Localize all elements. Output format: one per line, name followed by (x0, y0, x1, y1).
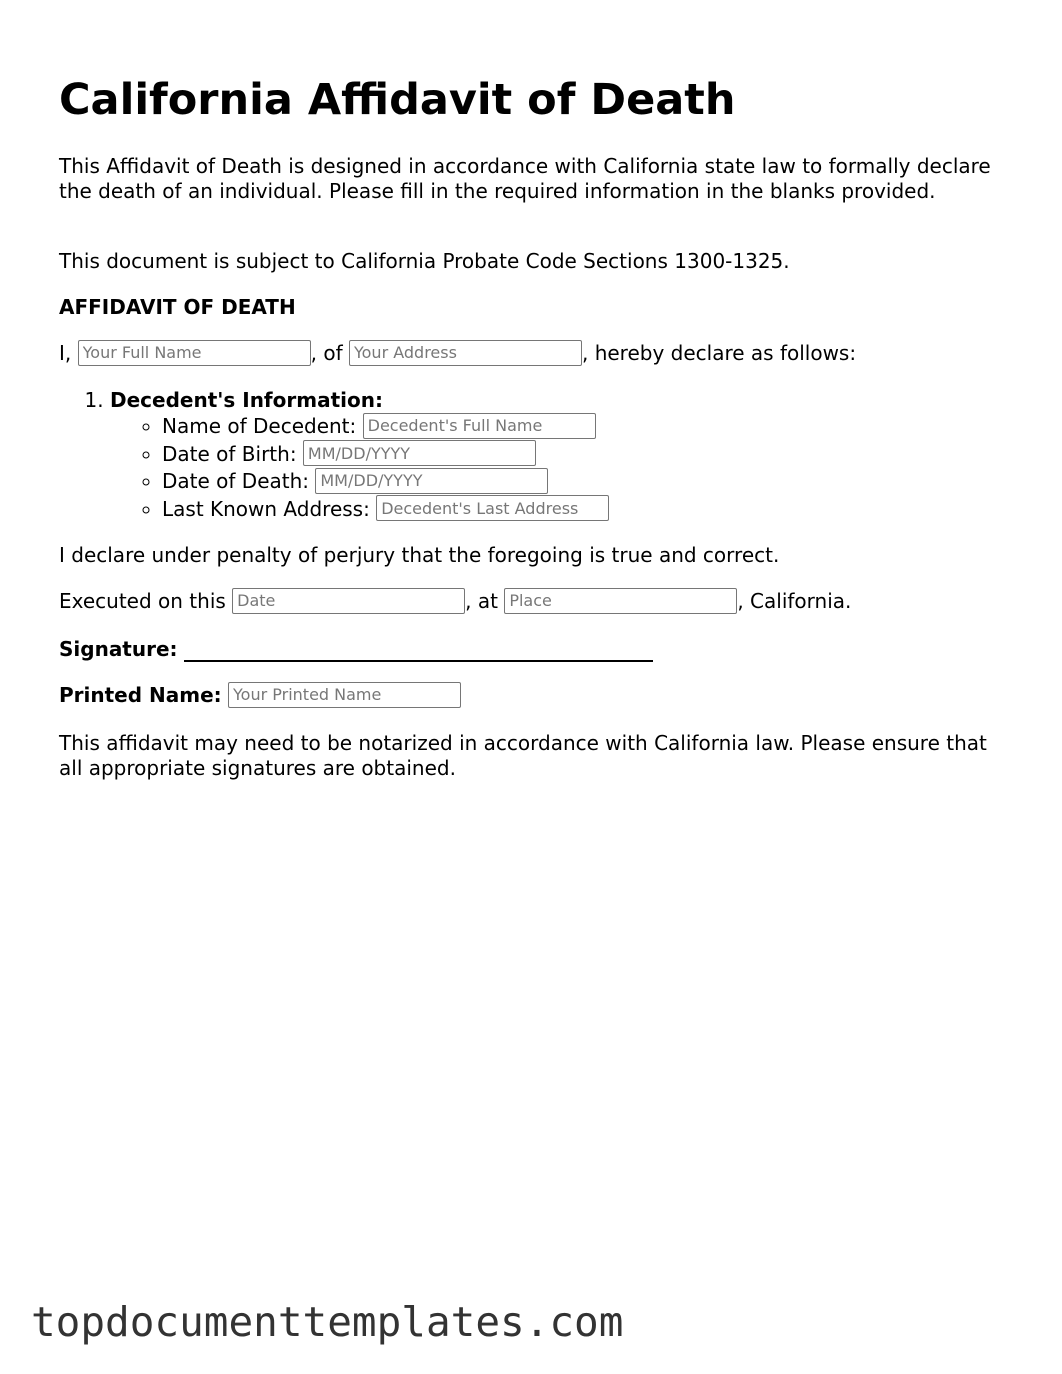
birth-date-input[interactable] (303, 440, 536, 466)
intro-paragraph: This Affidavit of Death is designed in accordance with California state law to formally declare the death of an individual. Please fill in the required information in the blanks provided. (59, 154, 991, 203)
perjury-declaration: I declare under penalty of perjury that the foregoing is true and correct. (59, 543, 780, 567)
affidavit-heading: AFFIDAVIT OF DEATH (59, 295, 296, 319)
full-name-input[interactable] (78, 340, 311, 366)
printed-name-label: Printed Name: (59, 683, 222, 707)
birth-date-label: Date of Birth: (162, 441, 297, 466)
declarant-prefix: I, (59, 341, 72, 365)
list-item (162, 413, 609, 441)
of-text: , of (310, 341, 343, 365)
decedent-info-list (59, 388, 609, 523)
list-item (162, 441, 609, 469)
executed-suffix: , California. (737, 589, 852, 613)
death-date-input[interactable] (315, 468, 548, 494)
notary-note: This affidavit may need to be notarized in accordance with California law. Please ensure that all appropriate signatures are obtained. (59, 731, 987, 780)
signature-line[interactable] (184, 638, 653, 662)
probate-code-note: This document is subject to California Probate Code Sections 1300-1325. (59, 249, 790, 273)
list-item (110, 388, 609, 523)
decedent-fields (110, 413, 609, 523)
place-input[interactable] (504, 588, 737, 614)
at-text: , at (465, 589, 498, 613)
executed-prefix: Executed on this (59, 589, 226, 613)
signature-row (59, 637, 999, 662)
executed-line (59, 589, 999, 616)
decedent-name-label: Name of Decedent: (162, 414, 357, 438)
death-date-label: Date of Death: (162, 469, 310, 493)
address-input[interactable] (349, 340, 582, 366)
last-address-input[interactable] (376, 495, 609, 521)
printed-name-input[interactable] (228, 682, 461, 708)
page-title: California Affidavit of Death (59, 75, 736, 125)
decedent-info-heading: Decedent's Information: (110, 388, 383, 412)
watermark: topdocumenttemplates.com (31, 1298, 624, 1346)
list-item (162, 496, 609, 524)
list-item (162, 468, 609, 496)
signature-label: Signature: (59, 637, 178, 661)
declarant-suffix: , hereby declare as follows: (581, 341, 857, 365)
last-address-label: Last Known Address: (162, 496, 370, 521)
printed-name-row (59, 683, 999, 710)
decedent-name-input[interactable] (363, 413, 596, 439)
declarant-line (59, 341, 999, 368)
date-input[interactable] (232, 588, 465, 614)
